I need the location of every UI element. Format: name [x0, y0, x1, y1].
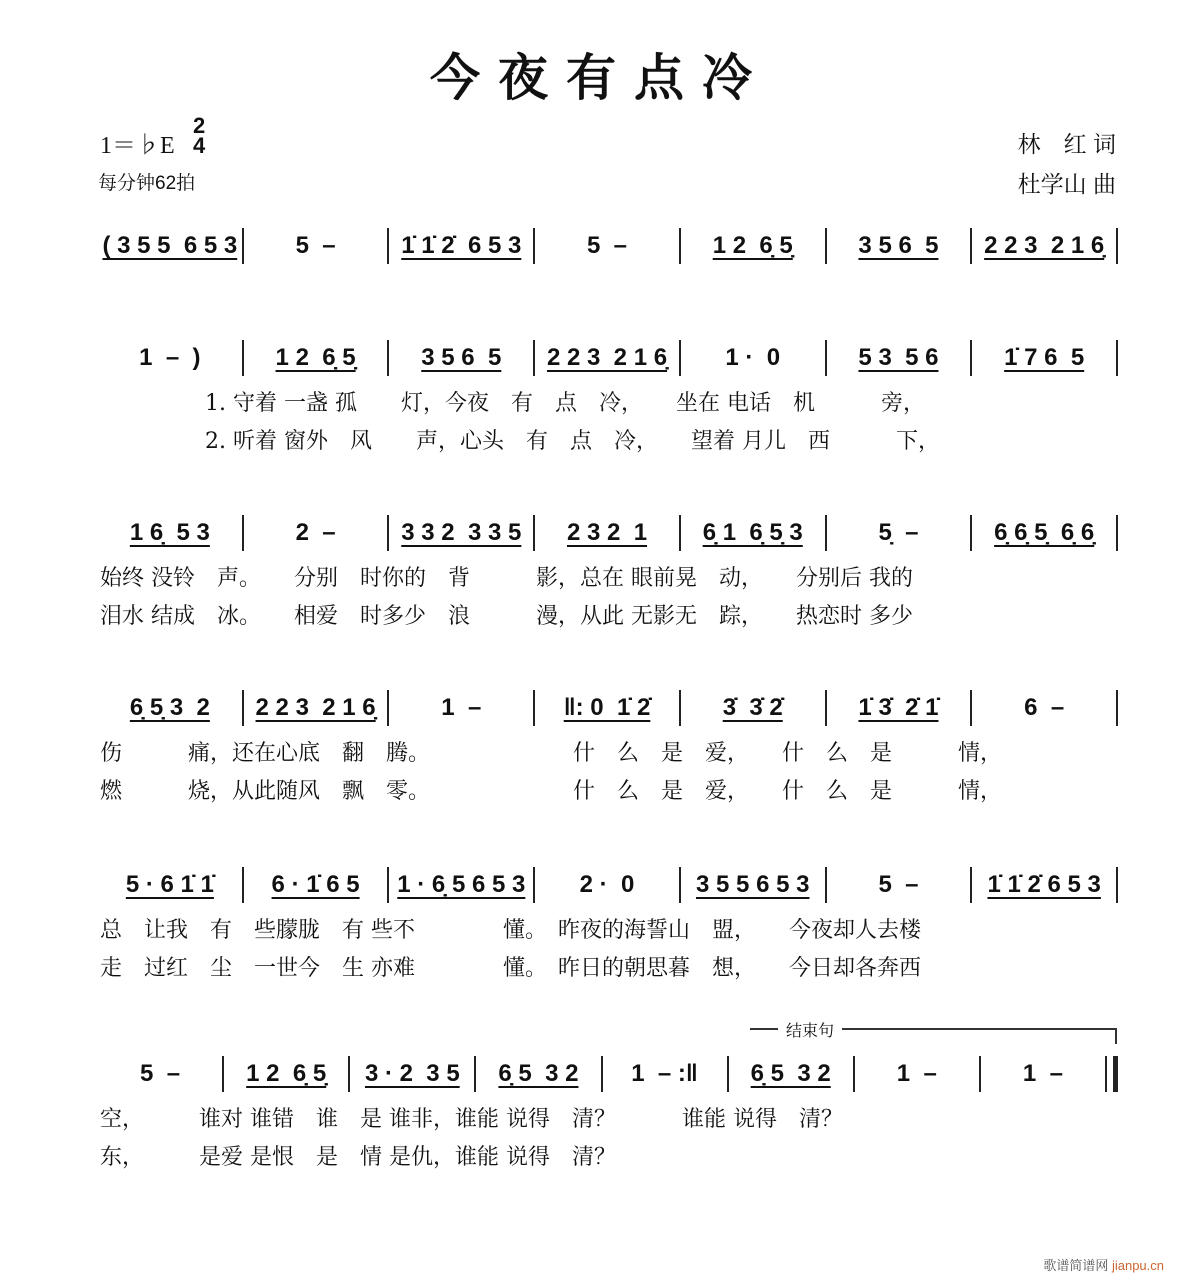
score-row [98, 338, 1118, 378]
measure: ( 3 5 5 6 5 3 [102, 232, 238, 259]
measure: 1 6̣ 5 3 [129, 519, 210, 546]
barline [1116, 515, 1118, 551]
measure: 6 – [1024, 694, 1065, 721]
barline [1116, 340, 1118, 376]
measure: 5 – [295, 232, 336, 259]
time-signature-bottom: 4 [193, 133, 206, 158]
lyric-line-verse-2: 2. 听着 窗外 风 声，心头 有 点 冷， 望着 月儿 西 下， [205, 429, 940, 454]
lyric-line-verse-2: 东， 是爱 是恨 是 情 是仇，谁能 说得 清？ [100, 1145, 616, 1170]
measure: 2 2 3 2 1 6̣ [255, 694, 376, 721]
measure: 1 – ) [139, 344, 201, 371]
measure: 5̣ – [878, 519, 919, 546]
measure: 3 5 6 5 [858, 232, 939, 259]
ending-label: 结束句 [778, 1018, 842, 1041]
measure: 6 · 1̇ 6 5 [271, 871, 360, 898]
measure: 1 – [441, 694, 482, 721]
lyric-line-verse-2: 燃 烧，从此随风 飘 零。 什 么 是 爱， 什 么 是 情， [100, 779, 1003, 804]
measure: 6̣ 5 3 2 [750, 1060, 831, 1087]
barline [1105, 1056, 1118, 1092]
lyricist-credit: 林 红 词 [1017, 131, 1116, 157]
composer-credit: 杜学山 曲 [1017, 171, 1116, 197]
measure: 3̇ 3̇ 2̇ [722, 694, 783, 721]
tempo-marking: 每分钟62拍 [98, 173, 196, 194]
score-row [98, 688, 1118, 728]
lyric-line-verse-1: 始终 没铃 声。 分别 时你的 背 影，总在 眼前晃 动， 分别后 我的 [100, 566, 913, 591]
measure: 1 – :‖ [631, 1060, 698, 1087]
measure: 2 – [295, 519, 336, 546]
measure: 5 · 6 1̇ 1̇ [125, 871, 214, 898]
measure: 5 – [878, 871, 919, 898]
lyric-line-verse-1: 1. 守着 一盏 孤 灯，今夜 有 点 冷， 坐在 电话 机 旁， [205, 391, 925, 416]
song-title: 今夜有点冷 [430, 48, 770, 107]
key-signature: 1＝♭E [100, 133, 175, 159]
measure: 5 – [587, 232, 628, 259]
measure: 3 5 6 5 [421, 344, 502, 371]
measure: 1̇ 7 6 5 [1004, 344, 1085, 371]
measure: 1 2 6̣ 5̣ [275, 344, 356, 371]
measure: 2 2 3 2 1 6̣ [546, 344, 668, 371]
measure: 3 · 2 3 5 [364, 1060, 460, 1087]
time-signature-top: 2 [193, 113, 206, 138]
ending-bracket [750, 1023, 1117, 1044]
measure: 1 – [896, 1060, 937, 1087]
measure: 3 3 2 3 3 5 [401, 519, 522, 546]
measure: 2 3 2 1 [566, 519, 648, 546]
score-row [98, 1054, 1118, 1094]
measure: 6̣ 1 6̣ 5̣ 3 [702, 519, 803, 546]
measure: 1 · 6̣ 5 6 5 3 [397, 871, 526, 898]
measure: 3 5 5 6 5 3 [696, 871, 810, 898]
watermark-site: 歌谱简谱网 [1043, 1258, 1109, 1273]
measure: 2 2 3 2 1 6̣ [984, 232, 1105, 259]
measure: 6̣ 5̣ 3 2 [129, 694, 210, 721]
watermark-domain: jianpu.cn [1111, 1258, 1164, 1273]
measure: 6̣ 6̣ 5̣ 6̣ 6̣ [994, 519, 1095, 546]
barline [1116, 690, 1118, 726]
score-row [98, 226, 1118, 266]
measure: 2 · 0 [579, 871, 635, 898]
lyric-line-verse-2: 泪水 结成 冰。 相爱 时多少 浪 漫，从此 无影无 踪， 热恋时 多少 [100, 604, 913, 629]
measure: 5 3 5 6 [858, 344, 939, 371]
measure: 1 – [1022, 1060, 1063, 1087]
barline [1116, 867, 1118, 903]
lyric-line-verse-1: 空， 谁对 谁错 谁 是 谁非，谁能 说得 清？ 谁能 说得 清？ [100, 1107, 843, 1132]
measure: 1 2 6̣ 5̣ [246, 1060, 327, 1087]
lyric-line-verse-2: 走 过红 尘 一世今 生 亦难 懂。 昨日的朝思暮 想， 今日却各奔西 [100, 956, 921, 981]
barline [1116, 228, 1118, 264]
measure: 1 · 0 [725, 344, 781, 371]
measure: 1̇ 1̇ 2̇ 6 5 3 [401, 232, 522, 259]
measure: 1 2 6̣ 5̣ [712, 232, 793, 259]
lyric-line-verse-1: 总 让我 有 些朦胧 有 些不 懂。 昨夜的海誓山 盟， 今夜却人去楼 [100, 918, 921, 943]
measure: 1̇ 1̇ 2̇ 6 5 3 [987, 871, 1101, 898]
lyric-line-verse-1: 伤 痛，还在心底 翻 腾。 什 么 是 爱， 什 么 是 情， [100, 741, 1003, 766]
measure: 6̣ 5 3 2 [498, 1060, 579, 1087]
time-signature [193, 113, 206, 158]
watermark [1043, 1255, 1164, 1274]
measure: 5 – [140, 1060, 181, 1087]
measure: ‖: 0 1̇ 2̇ [563, 694, 651, 721]
score-row [98, 513, 1118, 553]
measure: 1̇ 3̇ 2̇ 1̇ [858, 694, 939, 721]
score-row [98, 865, 1118, 905]
